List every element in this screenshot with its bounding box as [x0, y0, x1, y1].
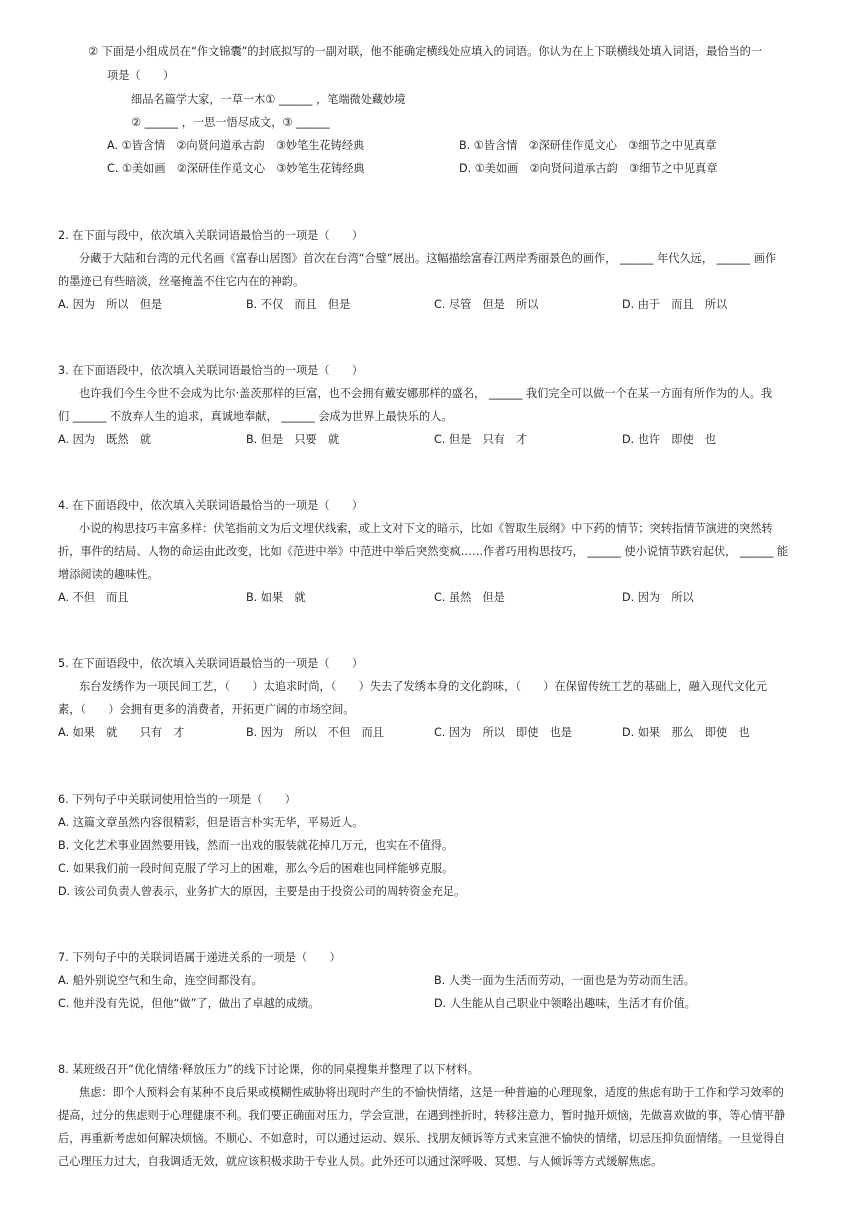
option-a[interactable]: A. ①皆含情 ②向贤问道承古韵 ③妙笔生花铸经典	[107, 139, 365, 152]
question-2-stem: 2. 在下面与段中，依次填入关联词语最恰当的一项是（ ）	[58, 229, 364, 242]
couplet-line-2: ② ______ ，一思一悟尽成文，③ ______	[131, 116, 330, 129]
option-c[interactable]: C. ①美如画 ②深研佳作觅文心 ③妙笔生花铸经典	[107, 162, 365, 175]
question-2-option-a[interactable]: A. 因为 所以 但是	[58, 298, 163, 311]
question-3-option-d[interactable]: D. 也许 即使 也	[622, 433, 717, 446]
question-3-option-a[interactable]: A. 因为 既然 就	[58, 433, 151, 446]
option-d[interactable]: D. ①美如画 ②向贤问道承古韵 ③细节之中见真章	[459, 162, 718, 175]
question-3-passage: 也许我们今生今世不会成为比尔·盖茨那样的巨富，也不会拥有戴安娜那样的盛名， ______ 我们完全可以做一个在某一方面有所作为的人。我	[79, 387, 773, 400]
question-3-stem: 3. 在下面语段中，依次填入关联词语最恰当的一项是（ ）	[58, 364, 364, 377]
question-5-option-d[interactable]: D. 如果 那么 即使 也	[622, 726, 750, 739]
question-4-stem: 4. 在下面语段中，依次填入关联词语最恰当的一项是（ ）	[58, 499, 364, 512]
question-6-option-a[interactable]: A. 这篇文章虽然内容很精彩，但是语言朴实无华，平易近人。	[58, 816, 364, 829]
question-4-option-d[interactable]: D. 因为 所以	[622, 591, 694, 604]
question-7-option-d[interactable]: D. 人生能从自己职业中领略出趣味，生活才有价值。	[434, 997, 696, 1010]
question-6-option-b[interactable]: B. 文化艺术事业固然要用钱，然而一出戏的服装就花掉几万元，也实在不值得。	[58, 839, 454, 852]
question-4-passage-cont: 折，事件的结局、人物的命运由此改变，比如《范进中举》中范进中举后突然变疯……作者巧用构思技巧， ______ 使小说情节跌宕起伏， ______ 能	[58, 545, 789, 558]
subquestion-stem-cont: 项是（ ）	[107, 69, 175, 82]
question-6-option-c[interactable]: C. 如果我们前一段时间克服了学习上的困难，那么今后的困难也同样能够克服。	[58, 862, 454, 875]
option-b[interactable]: B. ①皆含情 ②深研佳作觅文心 ③细节之中见真章	[459, 139, 717, 152]
question-8-material-cont-3: 己心理压力过大，自我调适无效，就应该积极求助于专业人员。此外还可以通过深呼吸、冥想、与人倾诉等方式缓解焦虑。	[58, 1155, 663, 1168]
subquestion-stem: ② 下面是小组成员在“作文锦囊”的封底拟写的一副对联，他不能确定横线处应填入的词语。你认为在上下联横线处填入词语，最恰当的一	[88, 45, 763, 58]
question-8-material: 焦虑：即个人预料会有某种不良后果或模糊性威胁将出现时产生的不愉快情绪，这是一种普遍的心理现象，适度的焦虑有助于工作和学习效率的	[79, 1086, 784, 1099]
question-4-option-a[interactable]: A. 不但 而且	[58, 591, 129, 604]
question-5-option-b[interactable]: B. 因为 所以 不但 而且	[246, 726, 384, 739]
question-5-stem: 5. 在下面语段中，依次填入关联词语最恰当的一项是（ ）	[58, 657, 364, 670]
question-8-material-cont-2: 后，再重新考虑如何解决烦恼。不顺心、不如意时，可以通过运动、娱乐、找朋友倾诉等方式来宣泄不愉快的情绪，切忌压抑负面情绪。一旦觉得自	[58, 1132, 786, 1145]
question-8-material-cont-1: 提高，过分的焦虑则于心理健康不利。我们要正确面对压力，学会宣泄，在遇到挫折时，转移注意力，暂时抛开烦恼，先做喜欢做的事，等心情平静	[58, 1109, 786, 1122]
question-5-passage-cont: 素，（ ）会拥有更多的消费者，开拓更广阔的市场空间。	[58, 703, 355, 716]
question-3-option-b[interactable]: B. 但是 只要 就	[246, 433, 340, 446]
question-4-passage: 小说的构思技巧丰富多样：伏笔指前文为后文埋伏线索，或上文对下文的暗示，比如《智取生辰纲》中下药的情节；突转指情节演进的突然转	[79, 522, 773, 535]
question-5-option-a[interactable]: A. 如果 就 只有 才	[58, 726, 185, 739]
question-5-passage: 东台发绣作为一项民间工艺，（ ）太追求时尚，（ ）失去了发绣本身的文化韵味，（ ）在保留传统工艺的基础上，融入现代文化元	[79, 680, 768, 693]
couplet-line-1: 细品名篇学大家，一草一木① ______ ，笔端微处藏妙境	[131, 93, 406, 106]
question-2-option-b[interactable]: B. 不仅 而且 但是	[246, 298, 351, 311]
question-2-passage: 分藏于大陆和台湾的元代名画《富春山居图》首次在台湾“合璧”展出。这幅描绘富春江两岸秀丽景色的画作， ______ 年代久远， ______ 画作	[79, 252, 777, 265]
question-7-stem: 7. 下列句子中的关联词语属于递进关系的一项是（ ）	[58, 951, 341, 964]
question-7-option-a[interactable]: A. 船外别说空气和生命，连空间都没有。	[58, 974, 263, 987]
question-2-passage-cont: 的墨迹已有些暗淡，丝毫掩盖不住它内在的神韵。	[58, 275, 305, 288]
question-5-option-c[interactable]: C. 因为 所以 即使 也是	[434, 726, 572, 739]
question-6-option-d[interactable]: D. 该公司负责人曾表示，业务扩大的原因，主要是由于投资公司的周转资金充足。	[58, 885, 466, 898]
question-7-option-c[interactable]: C. 他并没有先说，但他“做”了，做出了卓越的成绩。	[58, 997, 320, 1010]
question-2-option-d[interactable]: D. 由于 而且 所以	[622, 298, 728, 311]
question-3-passage-cont: 们 ______ 不放弃人生的追求，真诚地奉献， ______ 会成为世界上最快乐的人。	[58, 410, 453, 423]
question-8-stem: 8. 某班级召开“优化情绪·释放压力”的线下讨论课，你的同桌搜集并整理了以下材料。	[58, 1063, 479, 1076]
question-4-option-b[interactable]: B. 如果 就	[246, 591, 306, 604]
question-4-passage-end: 增添阅读的趣味性。	[58, 568, 159, 581]
question-4-option-c[interactable]: C. 虽然 但是	[434, 591, 505, 604]
question-2-option-c[interactable]: C. 尽管 但是 所以	[434, 298, 539, 311]
question-6-stem: 6. 下列句子中关联词使用恰当的一项是（ ）	[58, 793, 296, 806]
question-3-option-c[interactable]: C. 但是 只有 才	[434, 433, 528, 446]
question-7-option-b[interactable]: B. 人类一面为生活而劳动，一面也是为劳动而生活。	[434, 974, 695, 987]
